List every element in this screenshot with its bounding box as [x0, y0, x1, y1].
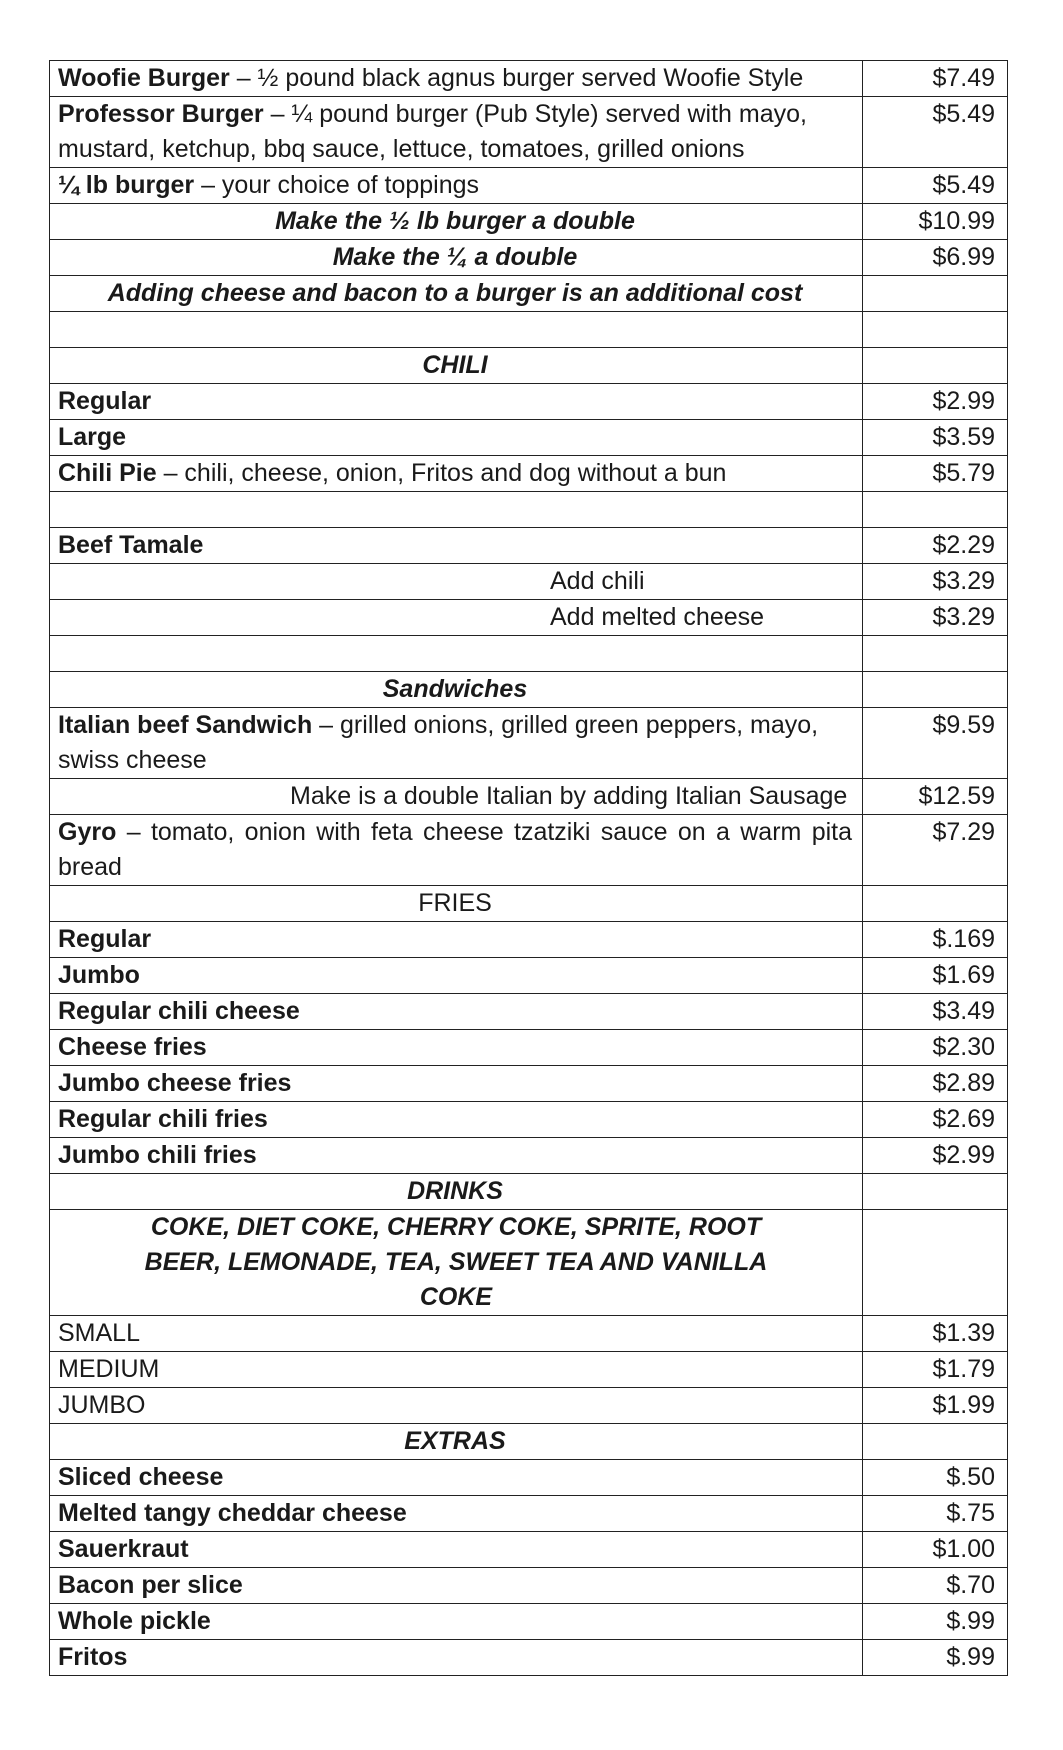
- item-name: Regular: [58, 925, 152, 953]
- item-price: $12.59: [863, 779, 1008, 815]
- menu-note: Adding cheese and bacon to a burger is an additional cost: [50, 276, 863, 312]
- item-name: Whole pickle: [58, 1607, 211, 1635]
- menu-table: [49, 60, 1008, 1676]
- item-name-cell: [50, 1496, 863, 1532]
- section-heading: DRINKS: [50, 1174, 863, 1210]
- item-price: $.50: [863, 1460, 1008, 1496]
- item-price: [863, 1174, 1008, 1210]
- item-description: – grilled onions, grilled green peppers, mayo, swiss cheese: [58, 711, 819, 774]
- item-name: Woofie Burger: [58, 64, 230, 92]
- item-name: Chili Pie: [58, 459, 157, 487]
- item-name-cell: [50, 1102, 863, 1138]
- item-name-cell: [50, 97, 863, 168]
- menu-row: [50, 240, 1008, 276]
- item-name: Jumbo: [58, 961, 140, 989]
- item-price: $7.29: [863, 815, 1008, 886]
- item-name-cell: [50, 456, 863, 492]
- item-name-cell: [50, 958, 863, 994]
- menu-row: [50, 492, 1008, 528]
- item-name: Cheese fries: [58, 1033, 207, 1061]
- drink-size: JUMBO: [50, 1388, 863, 1424]
- item-name: Regular: [58, 387, 152, 415]
- menu-row: [50, 1568, 1008, 1604]
- item-price: $1.99: [863, 1388, 1008, 1424]
- item-name-cell: [50, 1604, 863, 1640]
- item-price: $5.49: [863, 97, 1008, 168]
- menu-note: Make the ¼ a double: [50, 240, 863, 276]
- item-price: $1.79: [863, 1352, 1008, 1388]
- section-heading: EXTRAS: [50, 1424, 863, 1460]
- item-name-cell: [50, 528, 863, 564]
- section-heading: CHILI: [50, 348, 863, 384]
- item-name: Jumbo chili fries: [58, 1141, 257, 1169]
- drink-size: MEDIUM: [50, 1352, 863, 1388]
- item-name-cell: [50, 1532, 863, 1568]
- empty-price-cell: [863, 492, 1008, 528]
- item-description: – chili, cheese, onion, Fritos and dog without a bun: [156, 459, 727, 487]
- menu-row: [50, 276, 1008, 312]
- menu-row: [50, 1460, 1008, 1496]
- menu-row: [50, 312, 1008, 348]
- item-price: $9.59: [863, 708, 1008, 779]
- item-name-cell: [50, 1568, 863, 1604]
- item-name-cell: [50, 708, 863, 779]
- item-name-cell: [50, 1460, 863, 1496]
- item-price: $2.29: [863, 528, 1008, 564]
- item-name-cell: [50, 1066, 863, 1102]
- item-price: $2.99: [863, 1138, 1008, 1174]
- menu-row: [50, 1102, 1008, 1138]
- item-name-cell: [50, 168, 863, 204]
- item-price: $6.99: [863, 240, 1008, 276]
- item-name: ¼ lb burger: [58, 171, 195, 199]
- item-price: $.70: [863, 1568, 1008, 1604]
- menu-row: [50, 636, 1008, 672]
- item-name: Jumbo cheese fries: [58, 1069, 292, 1097]
- menu-row: [50, 420, 1008, 456]
- item-price: $7.49: [863, 61, 1008, 97]
- menu-note: Make the ½ lb burger a double: [50, 204, 863, 240]
- item-name: Regular chili fries: [58, 1105, 268, 1133]
- menu-row: [50, 779, 1008, 815]
- item-name-cell: [50, 1640, 863, 1676]
- menu-row: [50, 1316, 1008, 1352]
- empty-cell: [50, 312, 863, 348]
- menu-row: [50, 564, 1008, 600]
- menu-row: [50, 61, 1008, 97]
- menu-row: [50, 1532, 1008, 1568]
- menu-row: [50, 1066, 1008, 1102]
- item-price: [863, 672, 1008, 708]
- item-price: $3.49: [863, 994, 1008, 1030]
- item-name-cell: [50, 815, 863, 886]
- menu-row: [50, 1210, 1008, 1316]
- menu-row: [50, 958, 1008, 994]
- section-heading: Sandwiches: [50, 672, 863, 708]
- item-price: [863, 886, 1008, 922]
- menu-row: [50, 1138, 1008, 1174]
- menu-row: [50, 708, 1008, 779]
- item-name: Sauerkraut: [58, 1535, 189, 1563]
- item-name: Professor Burger: [58, 100, 264, 128]
- menu-row: [50, 1424, 1008, 1460]
- addon-option: Add melted cheese: [50, 600, 863, 636]
- item-name-cell: [50, 922, 863, 958]
- item-price: $2.69: [863, 1102, 1008, 1138]
- menu-row: [50, 922, 1008, 958]
- menu-row: [50, 1174, 1008, 1210]
- menu-row: [50, 204, 1008, 240]
- section-heading: FRIES: [50, 886, 863, 922]
- menu-row: [50, 528, 1008, 564]
- menu-row: [50, 1030, 1008, 1066]
- menu-row: [50, 348, 1008, 384]
- item-description: – ¼ pound burger (Pub Style) served with mayo, mustard, ketchup, bbq sauce, lettuce, tomatoes, grilled onions: [58, 100, 807, 163]
- item-name-cell: [50, 1138, 863, 1174]
- menu-row: [50, 886, 1008, 922]
- empty-price-cell: [863, 312, 1008, 348]
- menu-row: [50, 168, 1008, 204]
- menu-row: [50, 384, 1008, 420]
- item-price: $2.89: [863, 1066, 1008, 1102]
- item-price: $3.29: [863, 600, 1008, 636]
- menu-row: [50, 672, 1008, 708]
- item-name: Sliced cheese: [58, 1463, 224, 1491]
- drink-size: SMALL: [50, 1316, 863, 1352]
- item-name: Gyro: [58, 818, 117, 846]
- item-price: $3.29: [863, 564, 1008, 600]
- item-price: [863, 276, 1008, 312]
- menu-row: [50, 1496, 1008, 1532]
- item-price: [863, 1210, 1008, 1316]
- menu-row: [50, 1604, 1008, 1640]
- item-price: $2.99: [863, 384, 1008, 420]
- addon-option: Make is a double Italian by adding Italian Sausage: [50, 779, 863, 815]
- menu-row: [50, 456, 1008, 492]
- menu-row: [50, 1352, 1008, 1388]
- item-name-cell: [50, 384, 863, 420]
- item-name: Fritos: [58, 1643, 128, 1671]
- menu-row: [50, 1388, 1008, 1424]
- item-price: $5.49: [863, 168, 1008, 204]
- item-price: $3.59: [863, 420, 1008, 456]
- item-price: $10.99: [863, 204, 1008, 240]
- item-price: $.169: [863, 922, 1008, 958]
- item-name: Beef Tamale: [58, 531, 204, 559]
- item-name-cell: [50, 420, 863, 456]
- item-description: – ½ pound black agnus burger served Woofie Style: [229, 64, 804, 92]
- item-price: $.99: [863, 1604, 1008, 1640]
- item-price: $1.00: [863, 1532, 1008, 1568]
- menu-body: [50, 61, 1008, 1676]
- item-description: – tomato, onion with feta cheese tzatziki sauce on a warm pita bread: [58, 818, 852, 881]
- item-name: Bacon per slice: [58, 1571, 243, 1599]
- empty-cell: [50, 636, 863, 672]
- item-name: Large: [58, 423, 127, 451]
- menu-row: [50, 97, 1008, 168]
- item-description: – your choice of toppings: [194, 171, 480, 199]
- empty-cell: [50, 492, 863, 528]
- empty-price-cell: [863, 636, 1008, 672]
- item-price: $1.69: [863, 958, 1008, 994]
- item-name-cell: [50, 994, 863, 1030]
- drinks-list: COKE, DIET COKE, CHERRY COKE, SPRITE, ROOT BEER, LEMONADE, TEA, SWEET TEA AND VANILLA COKE: [50, 1210, 863, 1316]
- menu-row: [50, 600, 1008, 636]
- addon-option: Add chili: [50, 564, 863, 600]
- item-price: $1.39: [863, 1316, 1008, 1352]
- item-name-cell: [50, 61, 863, 97]
- item-name: Italian beef Sandwich: [58, 711, 313, 739]
- item-name: Regular chili cheese: [58, 997, 300, 1025]
- item-price: $2.30: [863, 1030, 1008, 1066]
- item-price: $.75: [863, 1496, 1008, 1532]
- item-price: [863, 348, 1008, 384]
- item-price: $5.79: [863, 456, 1008, 492]
- menu-row: [50, 1640, 1008, 1676]
- item-name: Melted tangy cheddar cheese: [58, 1499, 407, 1527]
- menu-row: [50, 815, 1008, 886]
- menu-row: [50, 994, 1008, 1030]
- item-name-cell: [50, 1030, 863, 1066]
- item-price: $.99: [863, 1640, 1008, 1676]
- item-price: [863, 1424, 1008, 1460]
